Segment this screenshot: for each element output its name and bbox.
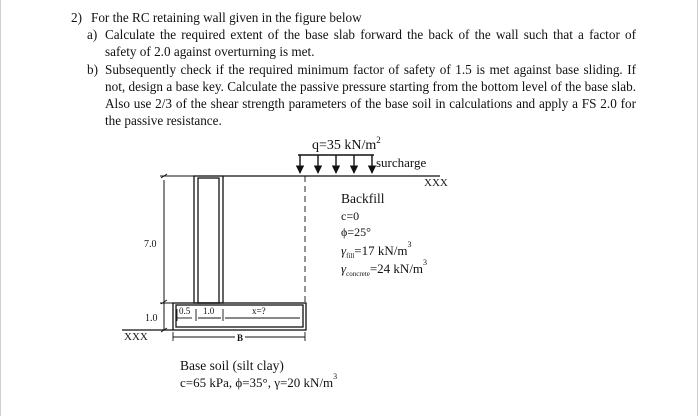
backfill-c: c=0 [341,209,360,223]
backfill-gamma-fill: $\gamma_{fill}=17$ $kN/m^3$ [341,240,412,260]
base-slab-inner [176,305,303,327]
base-thickness-dimension [161,303,167,332]
toe-label: 0.5 [179,306,191,316]
height-dimension [160,174,194,304]
part-b-label: b) [87,61,98,77]
surcharge-arrows [298,155,374,173]
ground-hatch: XXX [424,177,448,189]
wall-height-label: 7.0 [144,239,157,250]
base-hatch: XXX [124,331,148,343]
part-a-text: Calculate the required extent of the base slab forward the back of the wall such that a factor of safety of 2.0 against overturning is met. [105,27,636,60]
backfill-title: Backfill [341,191,385,206]
base-soil-title: Base soil (silt clay) [180,358,284,373]
backfill-gamma-concrete: $\gamma_{concrete}=24$ $kN/m^3$ [341,258,428,278]
base-slab-outer [173,303,306,330]
part-b-text: Subsequently check if the required minimum factor of safety of 1.5 is met against base sliding. If not, design a base key. Calculate the passive pressure starting from the bottom level of the base slab. Also use 2/3 of the shear strength parameters of the base soil in calculations and apply a FS 2.0 for the passive resistance. [105,61,636,129]
base-thickness-label: 1.0 [145,313,158,324]
heel-label: x=? [252,306,266,316]
stem-label: 1.0 [203,306,215,316]
surcharge-load: q=35 $kN/m^2$ [312,135,381,153]
base-width-label: B [237,333,244,343]
base-top-dimensions [177,309,300,321]
wall-stem-inner [198,178,219,303]
surcharge-label: surcharge [376,155,427,170]
backfill-phi: ϕ=25° [341,225,371,239]
question-title: For the RC retaining wall given in the figure below [91,10,362,25]
base-soil-properties: c=65 kPa, ϕ=35°, γ=20 $kN/m^3$ [180,372,338,390]
question-number: 2) [71,10,82,25]
part-a-label: a) [87,27,98,43]
